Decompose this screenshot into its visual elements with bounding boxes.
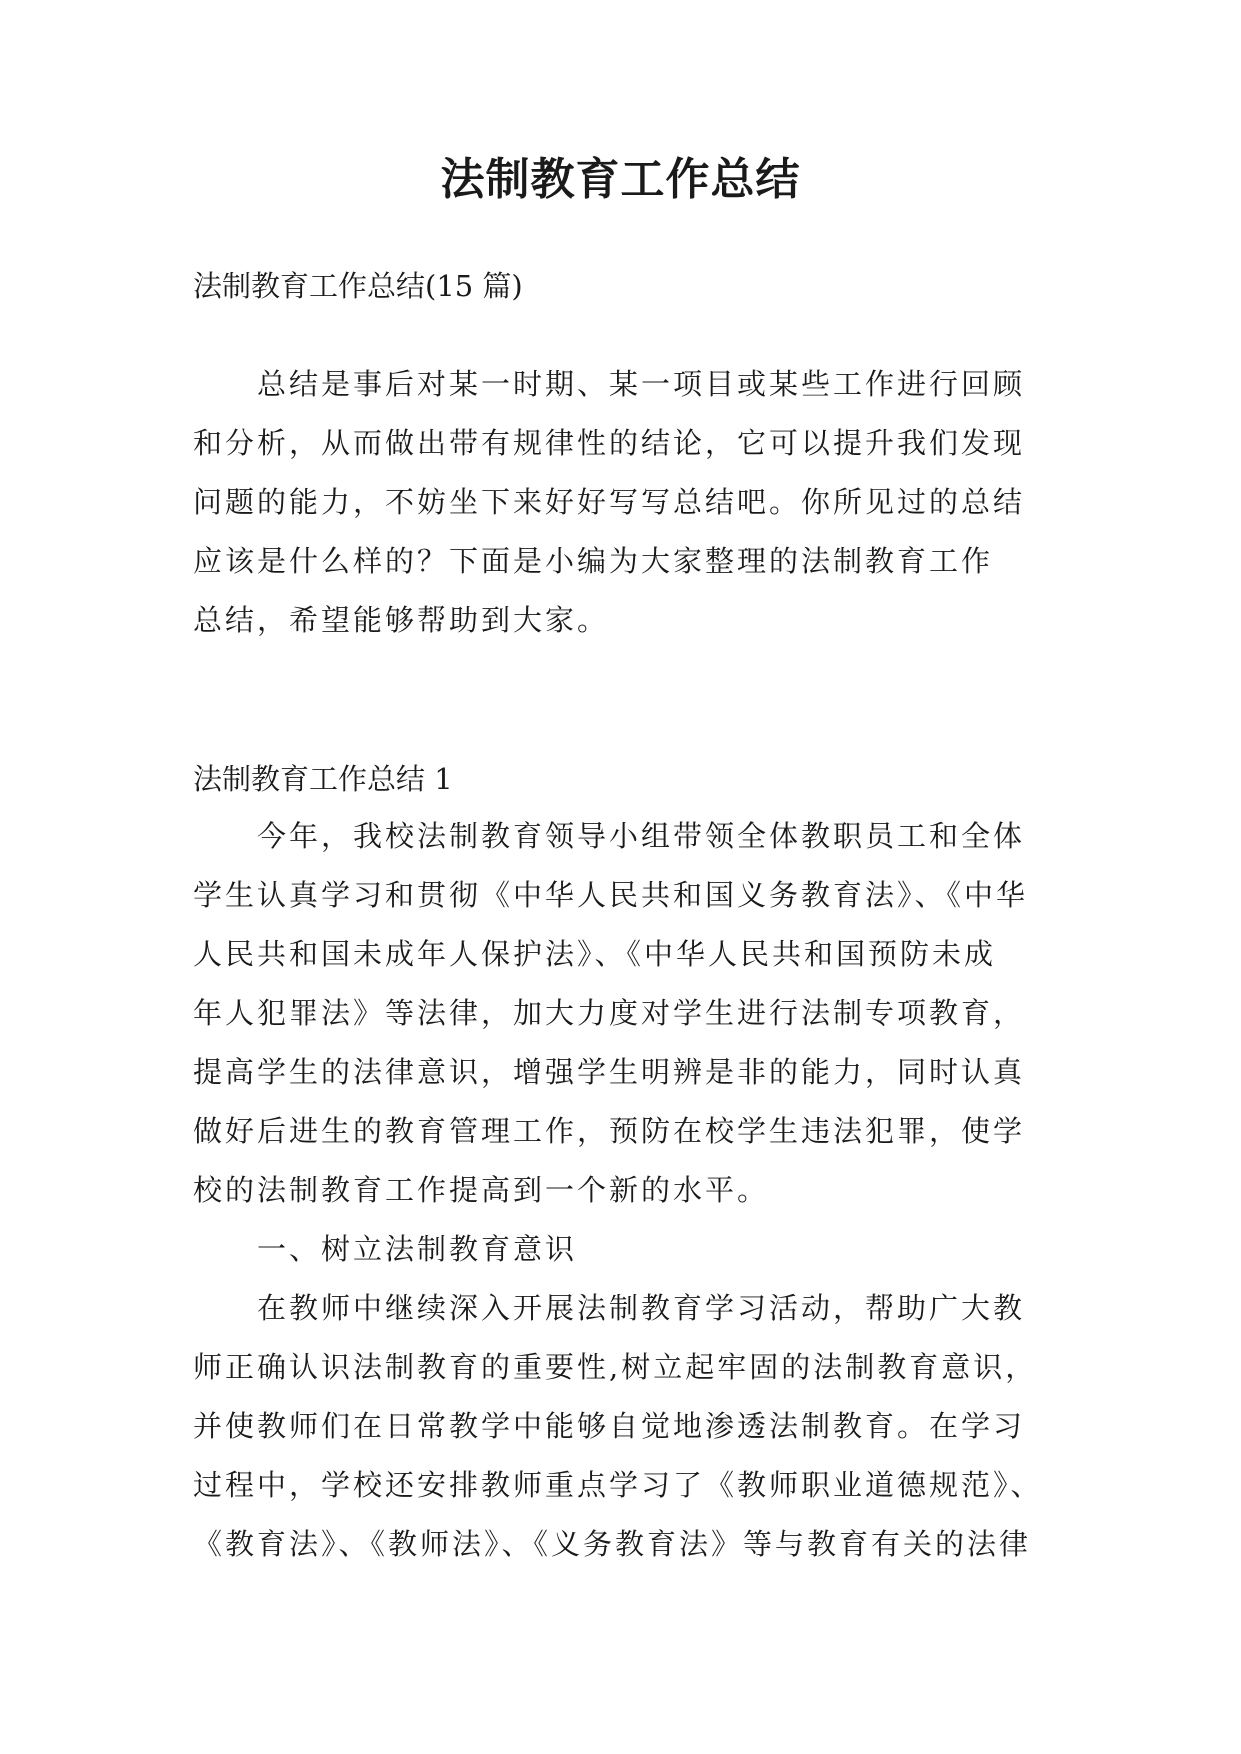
paragraph-line: 学生认真学习和贯彻《中华人民共和国义务教育法》、《中华 <box>193 878 1029 912</box>
paragraph-line: 总结是事后对某一时期、某一项目或某些工作进行回顾 <box>257 367 1026 401</box>
paragraph-line: 和分析，从而做出带有规律性的结论，它可以提升我们发现 <box>193 426 1026 460</box>
paragraph-line: 在教师中继续深入开展法制教育学习活动，帮助广大教 <box>257 1291 1026 1325</box>
section-heading: 法制教育工作总结 1 <box>193 762 453 796</box>
paragraph-line: 总结，希望能够帮助到大家。 <box>193 603 610 637</box>
document-title: 法制教育工作总结 <box>440 154 801 205</box>
paragraph-line: 师正确认识法制教育的重要性,树立起牢固的法制教育意识， <box>193 1350 1038 1384</box>
paragraph-line: 校的法制教育工作提高到一个新的水平。 <box>193 1173 770 1207</box>
intro-paragraph <box>193 355 1113 650</box>
document-subtitle: 法制教育工作总结(15 篇) <box>193 269 523 303</box>
section-body <box>193 807 1113 1574</box>
paragraph-line: 《教育法》、《教师法》、《义务教育法》等与教育有关的法律 <box>193 1527 1032 1561</box>
paragraph-line: 做好后进生的教育管理工作，预防在校学生违法犯罪，使学 <box>193 1114 1026 1148</box>
paragraph-line: 过程中，学校还安排教师重点学习了《教师职业道德规范》、 <box>193 1468 1043 1502</box>
paragraph-line: 应该是什么样的？下面是小编为大家整理的法制教育工作 <box>193 544 994 578</box>
subsection-heading: 一、树立法制教育意识 <box>257 1232 578 1266</box>
paragraph-line: 并使教师们在日常教学中能够自觉地渗透法制教育。在学习 <box>193 1409 1026 1443</box>
paragraph-line: 年人犯罪法》等法律，加大力度对学生进行法制专项教育， <box>193 996 1026 1030</box>
paragraph-line: 人民共和国未成年人保护法》、《中华人民共和国预防未成 <box>193 937 997 971</box>
paragraph-line: 今年，我校法制教育领导小组带领全体教职员工和全体 <box>257 819 1026 853</box>
paragraph-line: 提高学生的法律意识，增强学生明辨是非的能力，同时认真 <box>193 1055 1026 1089</box>
paragraph-line: 问题的能力，不妨坐下来好好写写总结吧。你所见过的总结 <box>193 485 1026 519</box>
